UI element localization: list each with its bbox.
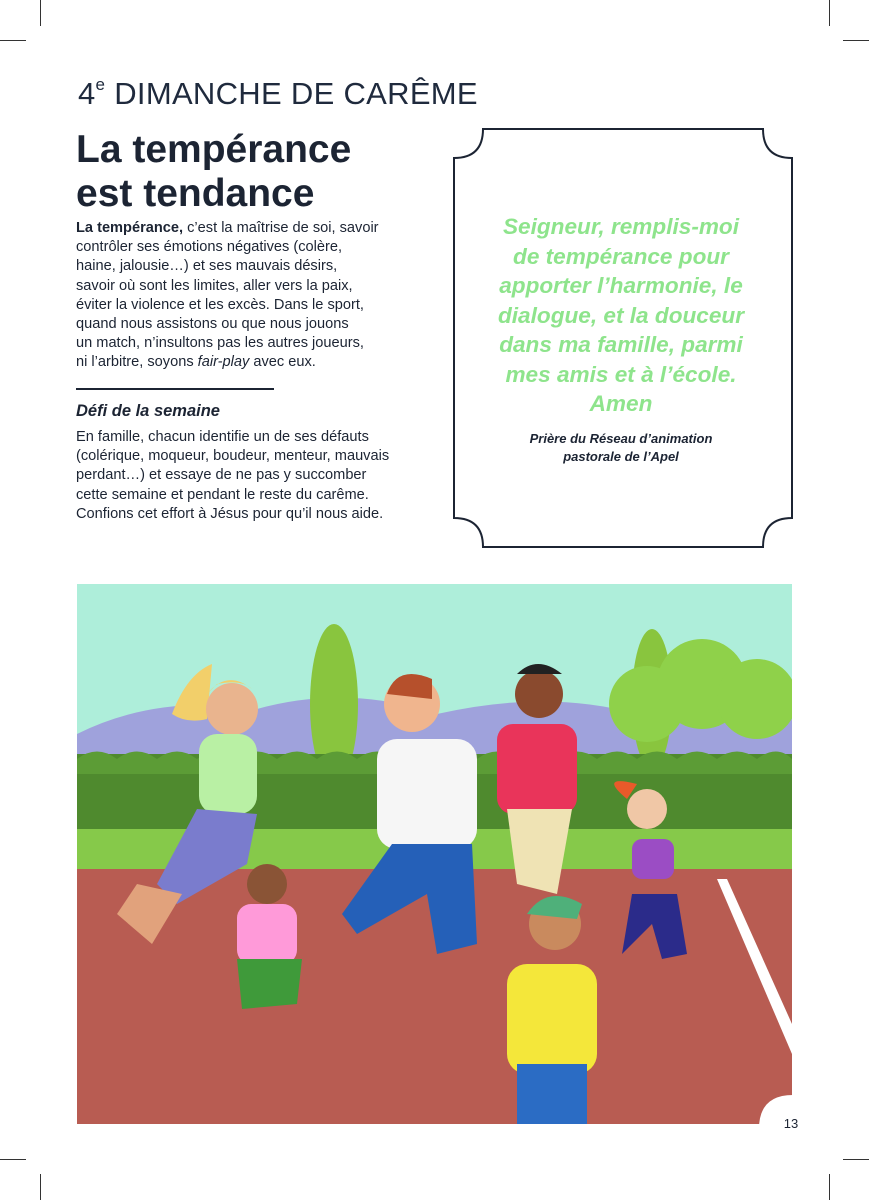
prayer-line: Seigneur, remplis-moi <box>502 214 740 239</box>
intro-line: quand nous assistons ou que nous jouons <box>76 316 349 333</box>
crop-mark <box>829 0 830 26</box>
title-line-2: est tendance <box>76 172 315 215</box>
challenge-line: (colérique, moqueur, boudeur, menteur, mauvais <box>76 448 390 465</box>
prayer-line: apporter l’harmonie, le <box>499 273 743 298</box>
prayer-line: dans ma famille, parmi <box>499 332 743 357</box>
page-kicker <box>78 76 478 112</box>
intro-line: c’est la maîtrise de soi, savoir <box>183 220 379 236</box>
crop-mark <box>843 1159 869 1160</box>
kicker-ordinal: 4 <box>78 76 96 111</box>
intro-line: contrôler ses émotions négatives (colère, <box>76 239 343 256</box>
intro-paragraph <box>76 219 416 373</box>
intro-line: ni l’arbitre, soyons <box>76 354 198 371</box>
intro-italic-term: fair-play <box>197 354 250 371</box>
prayer-source-line: pastorale de l’Apel <box>563 448 679 464</box>
crop-mark <box>0 40 26 41</box>
challenge-line: cette semaine et pendant le reste du carême. <box>76 486 369 503</box>
page-number: 13 <box>783 1116 799 1131</box>
intro-line: haine, jalousie…) et ses mauvais désirs, <box>76 258 338 275</box>
prayer-text <box>472 212 770 419</box>
prayer-source-line: Prière du Réseau d’animation <box>529 431 713 446</box>
challenge-line: Confions cet effort à Jésus pour qu’il nous aide. <box>76 505 384 522</box>
crop-mark <box>843 40 869 41</box>
prayer-line: mes amis et à l’école. <box>505 361 737 387</box>
challenge-heading: Défi de la semaine <box>76 402 220 420</box>
intro-lead: La tempérance, <box>76 220 184 236</box>
intro-line: éviter la violence et les excès. Dans le sport, <box>76 296 364 313</box>
prayer-line: de tempérance pour <box>513 243 729 269</box>
intro-line: savoir où sont les limites, aller vers la paix, <box>76 277 353 294</box>
challenge-line: perdant…) et essaye de ne pas y succomber <box>76 467 367 484</box>
page-title <box>76 128 436 216</box>
crop-mark <box>40 1174 41 1200</box>
crop-mark <box>829 1174 830 1200</box>
section-divider <box>76 388 274 390</box>
challenge-paragraph <box>76 428 426 524</box>
prayer-source <box>490 430 752 465</box>
intro-tail: avec eux. <box>249 354 316 371</box>
crop-mark <box>40 0 41 26</box>
kicker-superscript: e <box>95 74 106 94</box>
crop-mark <box>0 1159 26 1160</box>
challenge-line: En famille, chacun identifie un de ses défauts <box>76 429 369 445</box>
intro-line: un match, n’insultons pas les autres joueurs, <box>76 335 364 352</box>
title-line-1: La tempérance <box>76 128 352 171</box>
prayer-amen: Amen <box>589 391 653 416</box>
prayer-line: dialogue, et la douceur <box>497 302 745 328</box>
kicker-text: DIMANCHE DE CARÊME <box>114 76 478 111</box>
family-running-illustration <box>77 584 792 1124</box>
